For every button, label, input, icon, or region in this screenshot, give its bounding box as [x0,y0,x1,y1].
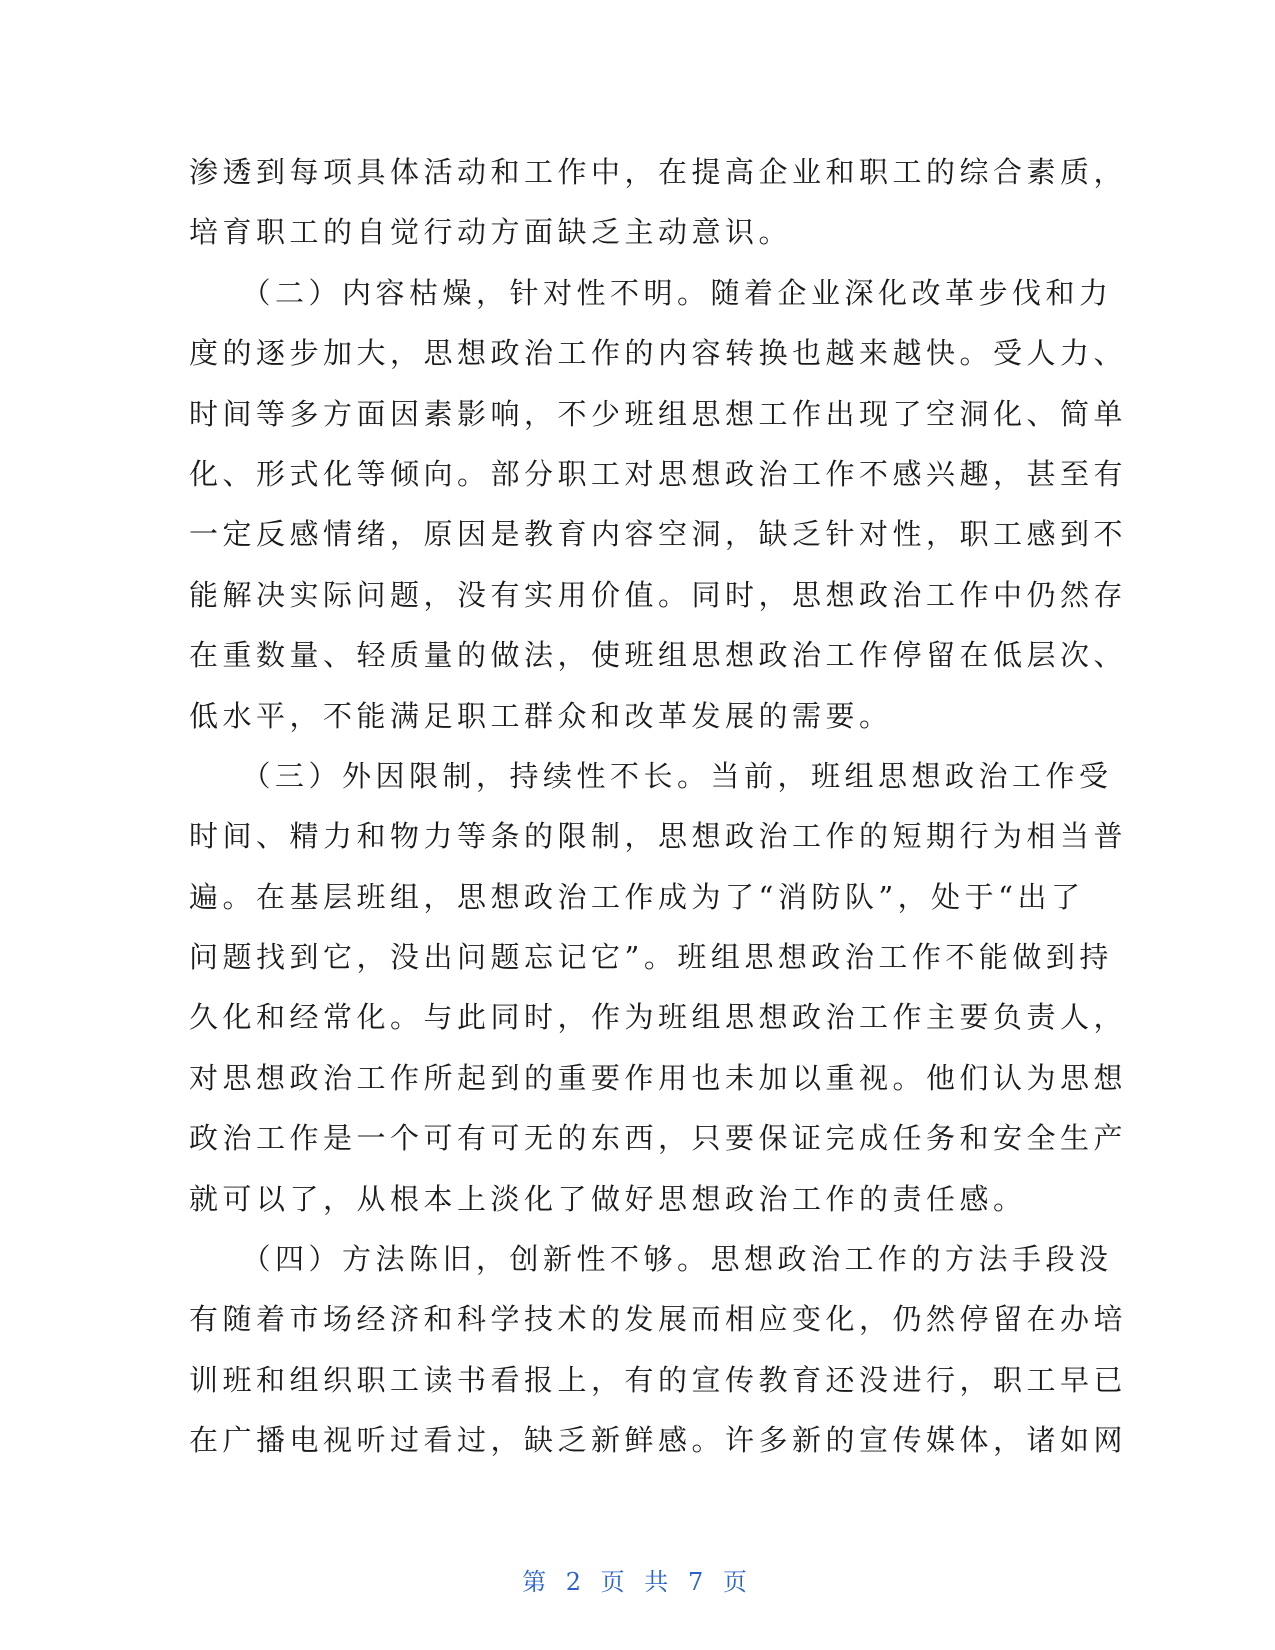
text-line: 能解决实际问题，没有实用价值。同时，思想政治工作中仍然存 [189,577,1128,612]
text-line: 渗透到每项具体活动和工作中，在提高企业和职工的综合素质， [189,155,1128,189]
text-line: 度的逐步加大，思想政治工作的内容转换也越来越快。受人力、 [189,336,1128,371]
text-line: 时间、精力和物力等条的限制，思想政治工作的短期行为相当普 [189,819,1128,854]
text-line: 在重数量、轻质量的做法，使班组思想政治工作停留在低层次、 [189,638,1128,673]
text-line: 就可以了，从根本上淡化了做好思想政治工作的责任感。 [189,1181,1027,1216]
text-line: 在广播电视听过看过，缺乏新鲜感。许多新的宣传媒体，诸如网 [189,1423,1128,1458]
page-number-footer: 第 2 页 共 7 页 [522,1568,753,1596]
text-line: 时间等多方面因素影响，不少班组思想工作出现了空洞化、简单 [189,396,1128,431]
text-line: 有随着市场经济和科学技术的发展而相应变化，仍然停留在办培 [189,1302,1128,1337]
body-text [189,142,1128,1471]
paragraph-heading-line: （四）方法陈旧，创新性不够。思想政治工作的方法手段没 [189,1242,1113,1277]
text-line: 一定反感情绪，原因是教育内容空洞，缺乏针对性，职工感到不 [189,517,1128,552]
text-line: 久化和经常化。与此同时，作为班组思想政治工作主要负责人， [189,1000,1128,1035]
text-line: 遍。在基层班组，思想政治工作成为了“消防队”，处于“出了 [189,879,1085,914]
text-line: 政治工作是一个可有可无的东西，只要保证完成任务和安全生产 [189,1121,1128,1156]
text-line: 训班和组织职工读书看报上，有的宣传教育还没进行，职工早已 [189,1362,1128,1397]
text-line: 问题找到它，没出问题忘记它”。班组思想政治工作不能做到持 [189,940,1113,975]
paragraph-heading-line: （二）内容枯燥，针对性不明。随着企业深化改革步伐和力 [189,275,1113,310]
paragraph-heading-line: （三）外因限制，持续性不长。当前，班组思想政治工作受 [189,758,1113,793]
text-line: 低水平，不能满足职工群众和改革发展的需要。 [189,698,893,733]
text-line: 化、形式化等倾向。部分职工对思想政治工作不感兴趣，甚至有 [189,456,1128,491]
text-line: 对思想政治工作所起到的重要作用也未加以重视。他们认为思想 [189,1060,1128,1095]
text-line: 培育职工的自觉行动方面缺乏主动意识。 [189,215,793,250]
